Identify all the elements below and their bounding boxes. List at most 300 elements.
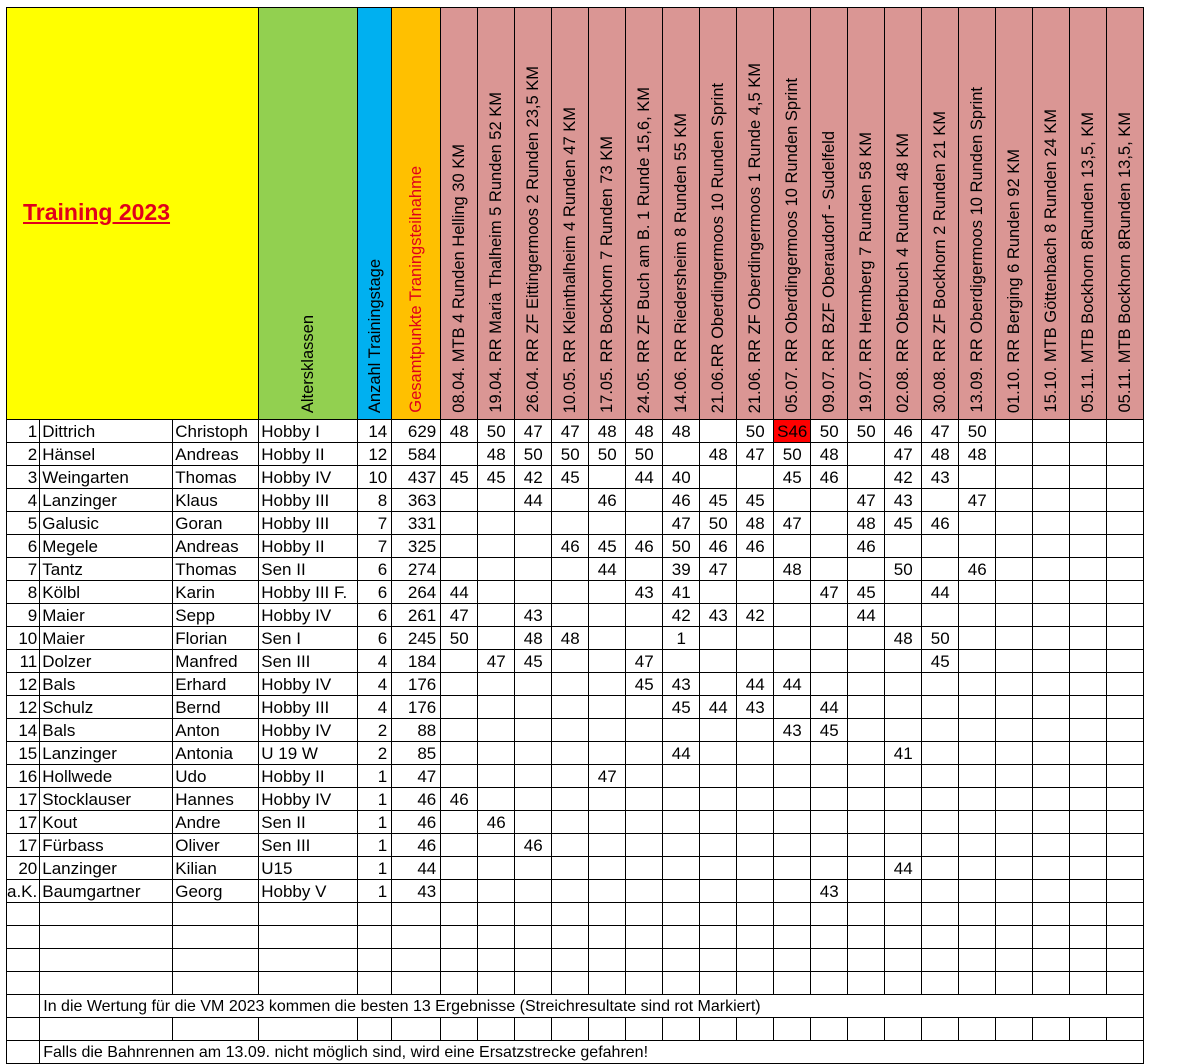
score-cell <box>478 512 515 535</box>
score-cell <box>589 673 626 696</box>
score-cell: 46 <box>700 535 737 558</box>
score-cell: 47 <box>663 512 700 535</box>
score-cell <box>552 719 589 742</box>
rank-cell: 8 <box>7 581 40 604</box>
score-cell: 45 <box>626 673 663 696</box>
score-cell <box>1033 696 1070 719</box>
score-cell <box>1107 489 1144 512</box>
score-cell <box>1070 719 1107 742</box>
score-cell <box>515 581 552 604</box>
score-cell <box>626 880 663 903</box>
score-cell <box>626 788 663 811</box>
score-cell <box>811 765 848 788</box>
days-cell: 1 <box>358 788 392 811</box>
score-cell <box>922 696 959 719</box>
score-cell: 44 <box>441 581 478 604</box>
empty-cell <box>589 903 626 926</box>
rank-cell: 17 <box>7 811 40 834</box>
score-cell: 45 <box>700 489 737 512</box>
score-cell <box>774 650 811 673</box>
empty-cell <box>959 949 996 972</box>
score-cell <box>515 857 552 880</box>
score-cell <box>885 650 922 673</box>
empty-cell <box>959 926 996 949</box>
score-cell <box>626 558 663 581</box>
score-cell: 43 <box>515 604 552 627</box>
score-cell: 46 <box>663 489 700 512</box>
table-row <box>7 627 1144 650</box>
score-cell <box>737 558 774 581</box>
empty-cell <box>922 1018 959 1041</box>
empty-cell <box>1107 972 1144 995</box>
lastname-cell: Bals <box>40 673 173 696</box>
event-12-label: 19.07. RR Hermberg 7 Runden 58 KM <box>857 132 876 413</box>
score-cell <box>1070 420 1107 443</box>
table-row <box>7 581 1144 604</box>
score-cell: 44 <box>515 489 552 512</box>
score-cell: 50 <box>441 627 478 650</box>
score-cell <box>848 650 885 673</box>
firstname-cell: Thomas <box>173 558 259 581</box>
score-cell: 47 <box>774 512 811 535</box>
gesamt-header <box>392 8 441 420</box>
empty-cell <box>885 949 922 972</box>
class-cell: Sen I <box>259 627 358 650</box>
score-cell: 47 <box>811 581 848 604</box>
event-1-label: 08.04. MTB 4 Runden Helling 30 KM <box>450 144 469 413</box>
score-cell: 43 <box>737 696 774 719</box>
score-cell: 43 <box>811 880 848 903</box>
score-cell <box>552 558 589 581</box>
score-cell <box>515 719 552 742</box>
rank-cell: 16 <box>7 765 40 788</box>
empty-cell <box>358 926 392 949</box>
event-18-label: 05.11. MTB Bockhorn 8Runden 13,5, KM <box>1079 112 1098 413</box>
score-cell <box>441 673 478 696</box>
lastname-cell: Dolzer <box>40 650 173 673</box>
score-cell <box>959 650 996 673</box>
empty-cell <box>959 903 996 926</box>
empty-cell <box>441 949 478 972</box>
empty-cell <box>737 903 774 926</box>
score-cell <box>1107 765 1144 788</box>
firstname-cell: Andre <box>173 811 259 834</box>
event-3-header <box>515 8 552 420</box>
score-cell: 47 <box>515 420 552 443</box>
lastname-cell: Weingarten <box>40 466 173 489</box>
score-cell <box>700 466 737 489</box>
score-cell: 47 <box>589 765 626 788</box>
score-cell <box>478 834 515 857</box>
score-cell <box>515 512 552 535</box>
empty-cell <box>552 949 589 972</box>
score-cell <box>515 788 552 811</box>
total-cell: 176 <box>392 696 441 719</box>
event-10-label: 05.07. RR Oberdingermoos 10 Runden Sprint <box>783 78 802 413</box>
event-17-header <box>1033 8 1070 420</box>
score-cell <box>922 811 959 834</box>
score-cell: 50 <box>922 627 959 650</box>
score-cell <box>441 765 478 788</box>
score-cell: 47 <box>959 489 996 512</box>
empty-cell <box>885 972 922 995</box>
score-cell <box>589 650 626 673</box>
rank-cell: 20 <box>7 857 40 880</box>
score-cell <box>441 857 478 880</box>
table-row <box>7 604 1144 627</box>
score-cell <box>441 834 478 857</box>
score-cell: 47 <box>885 443 922 466</box>
score-cell <box>441 742 478 765</box>
score-cell <box>885 811 922 834</box>
score-cell <box>811 535 848 558</box>
score-cell <box>848 880 885 903</box>
class-cell: Hobby II <box>259 535 358 558</box>
empty-cell <box>1033 1018 1070 1041</box>
score-cell <box>996 512 1033 535</box>
score-cell <box>1070 443 1107 466</box>
score-cell <box>811 604 848 627</box>
empty-cell <box>737 972 774 995</box>
score-cell <box>996 627 1033 650</box>
empty-cell <box>1107 926 1144 949</box>
score-cell: 46 <box>848 535 885 558</box>
days-cell: 7 <box>358 535 392 558</box>
score-cell <box>1070 811 1107 834</box>
score-cell: 44 <box>885 857 922 880</box>
score-cell <box>626 512 663 535</box>
lastname-cell: Dittrich <box>40 420 173 443</box>
empty-cell <box>811 926 848 949</box>
score-cell <box>959 466 996 489</box>
table-row <box>7 834 1144 857</box>
score-cell <box>700 420 737 443</box>
empty-cell <box>922 949 959 972</box>
event-5-header <box>589 8 626 420</box>
score-cell <box>885 673 922 696</box>
score-cell: 48 <box>922 443 959 466</box>
rank-cell: 9 <box>7 604 40 627</box>
score-cell <box>885 765 922 788</box>
empty-cell <box>737 1018 774 1041</box>
score-cell <box>959 673 996 696</box>
lastname-cell: Lanzinger <box>40 742 173 765</box>
score-cell <box>1033 742 1070 765</box>
score-cell: 40 <box>663 466 700 489</box>
empty-cell <box>996 903 1033 926</box>
lastname-cell: Megele <box>40 535 173 558</box>
event-9-label: 21.06. RR ZF Oberdingermoos 1 Runde 4,5 KM <box>746 62 765 413</box>
event-14-header <box>922 8 959 420</box>
empty-cell <box>478 1018 515 1041</box>
score-cell <box>1070 673 1107 696</box>
days-cell: 4 <box>358 696 392 719</box>
score-cell <box>848 558 885 581</box>
anzahl-header <box>358 8 392 420</box>
total-cell: 44 <box>392 857 441 880</box>
score-cell <box>700 742 737 765</box>
score-cell <box>441 558 478 581</box>
score-cell <box>515 535 552 558</box>
score-cell <box>959 696 996 719</box>
score-cell <box>1033 604 1070 627</box>
total-cell: 43 <box>392 880 441 903</box>
empty-cell <box>358 903 392 926</box>
empty-cell <box>996 926 1033 949</box>
score-cell <box>774 696 811 719</box>
score-cell: 45 <box>441 466 478 489</box>
score-cell <box>1033 489 1070 512</box>
class-cell: Hobby IV <box>259 719 358 742</box>
score-cell <box>1070 696 1107 719</box>
score-cell <box>626 604 663 627</box>
event-16-label: 01.10. RR Berging 6 Runden 92 KM <box>1005 148 1024 413</box>
score-cell <box>626 696 663 719</box>
score-cell <box>441 512 478 535</box>
score-cell <box>922 857 959 880</box>
score-cell <box>441 696 478 719</box>
score-cell <box>996 742 1033 765</box>
empty-cell <box>774 1018 811 1041</box>
days-cell: 6 <box>358 581 392 604</box>
rank-cell: 11 <box>7 650 40 673</box>
empty-cell <box>7 903 40 926</box>
score-cell: 50 <box>552 443 589 466</box>
score-cell <box>441 719 478 742</box>
score-cell <box>922 880 959 903</box>
track-note-row <box>7 1041 1144 1064</box>
empty-cell <box>358 972 392 995</box>
days-cell: 6 <box>358 604 392 627</box>
score-cell <box>478 719 515 742</box>
event-7-label: 14.06. RR Riedersheim 8 Runden 55 KM <box>672 113 691 413</box>
empty-cell <box>1033 903 1070 926</box>
event-14-label: 30.08. RR ZF Bockhorn 2 Runden 21 KM <box>931 111 950 413</box>
score-cell <box>811 627 848 650</box>
score-cell <box>774 880 811 903</box>
empty-cell <box>7 995 40 1018</box>
score-cell <box>1070 788 1107 811</box>
firstname-cell: Goran <box>173 512 259 535</box>
score-cell <box>1033 811 1070 834</box>
empty-cell <box>173 903 259 926</box>
total-cell: 46 <box>392 788 441 811</box>
event-12-header <box>848 8 885 420</box>
score-cell <box>552 604 589 627</box>
empty-cell <box>922 972 959 995</box>
days-cell: 6 <box>358 627 392 650</box>
empty-cell <box>848 903 885 926</box>
score-cell <box>885 535 922 558</box>
score-cell <box>737 466 774 489</box>
score-cell: 44 <box>626 466 663 489</box>
table-row <box>7 512 1144 535</box>
table-row <box>7 420 1144 443</box>
empty-cell <box>259 972 358 995</box>
score-cell <box>441 811 478 834</box>
score-cell <box>1107 811 1144 834</box>
score-cell <box>996 650 1033 673</box>
score-cell: 47 <box>700 558 737 581</box>
empty-cell <box>259 903 358 926</box>
empty-cell <box>478 926 515 949</box>
score-cell <box>515 673 552 696</box>
score-cell <box>811 673 848 696</box>
score-cell <box>922 765 959 788</box>
score-cell <box>663 811 700 834</box>
event-2-label: 19.04. RR Maria Thalheim 5 Runden 52 KM <box>487 92 506 413</box>
score-cell: 50 <box>626 443 663 466</box>
score-cell <box>885 696 922 719</box>
empty-cell <box>40 1018 173 1041</box>
score-cell: 39 <box>663 558 700 581</box>
score-cell <box>1070 558 1107 581</box>
score-cell <box>959 512 996 535</box>
score-cell: 50 <box>700 512 737 535</box>
empty-cell <box>1107 903 1144 926</box>
empty-cell <box>515 903 552 926</box>
firstname-cell: Klaus <box>173 489 259 512</box>
empty-cell <box>922 903 959 926</box>
score-cell <box>1107 834 1144 857</box>
empty-cell <box>40 972 173 995</box>
event-15-header <box>959 8 996 420</box>
score-cell: 47 <box>922 420 959 443</box>
score-cell: 48 <box>737 512 774 535</box>
score-cell <box>700 627 737 650</box>
score-cell <box>811 811 848 834</box>
score-cell <box>737 581 774 604</box>
score-cell <box>515 696 552 719</box>
empty-cell <box>7 972 40 995</box>
rank-cell: 5 <box>7 512 40 535</box>
empty-cell <box>173 926 259 949</box>
empty-cell <box>589 972 626 995</box>
score-cell <box>737 765 774 788</box>
table-row <box>7 719 1144 742</box>
empty-cell <box>515 949 552 972</box>
score-cell <box>1033 880 1070 903</box>
score-cell <box>589 857 626 880</box>
score-cell <box>1070 857 1107 880</box>
empty-cell <box>774 926 811 949</box>
score-cell <box>1107 742 1144 765</box>
score-cell <box>1107 650 1144 673</box>
empty-cell <box>774 903 811 926</box>
score-cell <box>996 443 1033 466</box>
score-cell <box>848 627 885 650</box>
score-cell <box>996 857 1033 880</box>
anzahl-label: Anzahl Trainingstage <box>365 258 384 413</box>
lastname-cell: Lanzinger <box>40 489 173 512</box>
rank-cell: 10 <box>7 627 40 650</box>
empty-cell <box>173 972 259 995</box>
score-cell <box>1107 627 1144 650</box>
total-cell: 47 <box>392 765 441 788</box>
table-row <box>7 443 1144 466</box>
empty-cell <box>700 949 737 972</box>
score-cell <box>774 742 811 765</box>
score-cell <box>996 788 1033 811</box>
score-cell: 48 <box>441 420 478 443</box>
score-cell <box>1070 650 1107 673</box>
table-row <box>7 788 1144 811</box>
score-cell: 48 <box>774 558 811 581</box>
score-cell: 44 <box>589 558 626 581</box>
score-cell <box>1033 535 1070 558</box>
total-cell: 331 <box>392 512 441 535</box>
score-cell: 44 <box>848 604 885 627</box>
lastname-cell: Lanzinger <box>40 857 173 880</box>
score-cell: 43 <box>922 466 959 489</box>
firstname-cell: Hannes <box>173 788 259 811</box>
score-cell <box>700 581 737 604</box>
score-cell <box>515 742 552 765</box>
event-6-header <box>626 8 663 420</box>
score-cell <box>885 604 922 627</box>
score-cell <box>552 811 589 834</box>
firstname-cell: Bernd <box>173 696 259 719</box>
score-cell <box>885 834 922 857</box>
class-cell: Hobby V <box>259 880 358 903</box>
firstname-cell: Andreas <box>173 535 259 558</box>
score-cell <box>1107 512 1144 535</box>
empty-cell <box>626 926 663 949</box>
score-cell <box>885 880 922 903</box>
table-row <box>7 811 1144 834</box>
score-cell <box>848 742 885 765</box>
days-cell: 1 <box>358 834 392 857</box>
firstname-cell: Anton <box>173 719 259 742</box>
days-cell: 1 <box>358 765 392 788</box>
track-note: Falls die Bahnrennen am 13.09. nicht möglich sind, wird eine Ersatzstrecke gefahren! <box>40 1041 1144 1064</box>
score-cell <box>1033 581 1070 604</box>
score-cell <box>996 719 1033 742</box>
score-cell: 41 <box>885 742 922 765</box>
score-cell <box>922 719 959 742</box>
score-cell <box>478 880 515 903</box>
score-cell <box>885 581 922 604</box>
empty-cell <box>7 926 40 949</box>
empty-cell <box>40 926 173 949</box>
event-8-label: 21.06.RR Oberdingermoos 10 Runden Sprint <box>709 82 728 413</box>
empty-cell <box>552 903 589 926</box>
score-cell <box>774 489 811 512</box>
score-cell <box>552 765 589 788</box>
score-cell: 46 <box>552 535 589 558</box>
total-cell: 261 <box>392 604 441 627</box>
score-cell <box>1070 535 1107 558</box>
score-cell <box>1107 535 1144 558</box>
days-cell: 2 <box>358 719 392 742</box>
score-cell <box>1070 627 1107 650</box>
score-cell <box>478 558 515 581</box>
empty-cell <box>959 972 996 995</box>
empty-cell <box>441 903 478 926</box>
empty-cell <box>626 1018 663 1041</box>
score-cell <box>737 880 774 903</box>
score-cell: 47 <box>848 489 885 512</box>
rank-cell: 4 <box>7 489 40 512</box>
score-cell <box>959 627 996 650</box>
empty-cell <box>663 949 700 972</box>
empty-cell <box>811 1018 848 1041</box>
score-cell <box>1107 880 1144 903</box>
score-cell <box>663 765 700 788</box>
score-cell: 45 <box>737 489 774 512</box>
lastname-cell: Hollwede <box>40 765 173 788</box>
score-cell: 43 <box>663 673 700 696</box>
